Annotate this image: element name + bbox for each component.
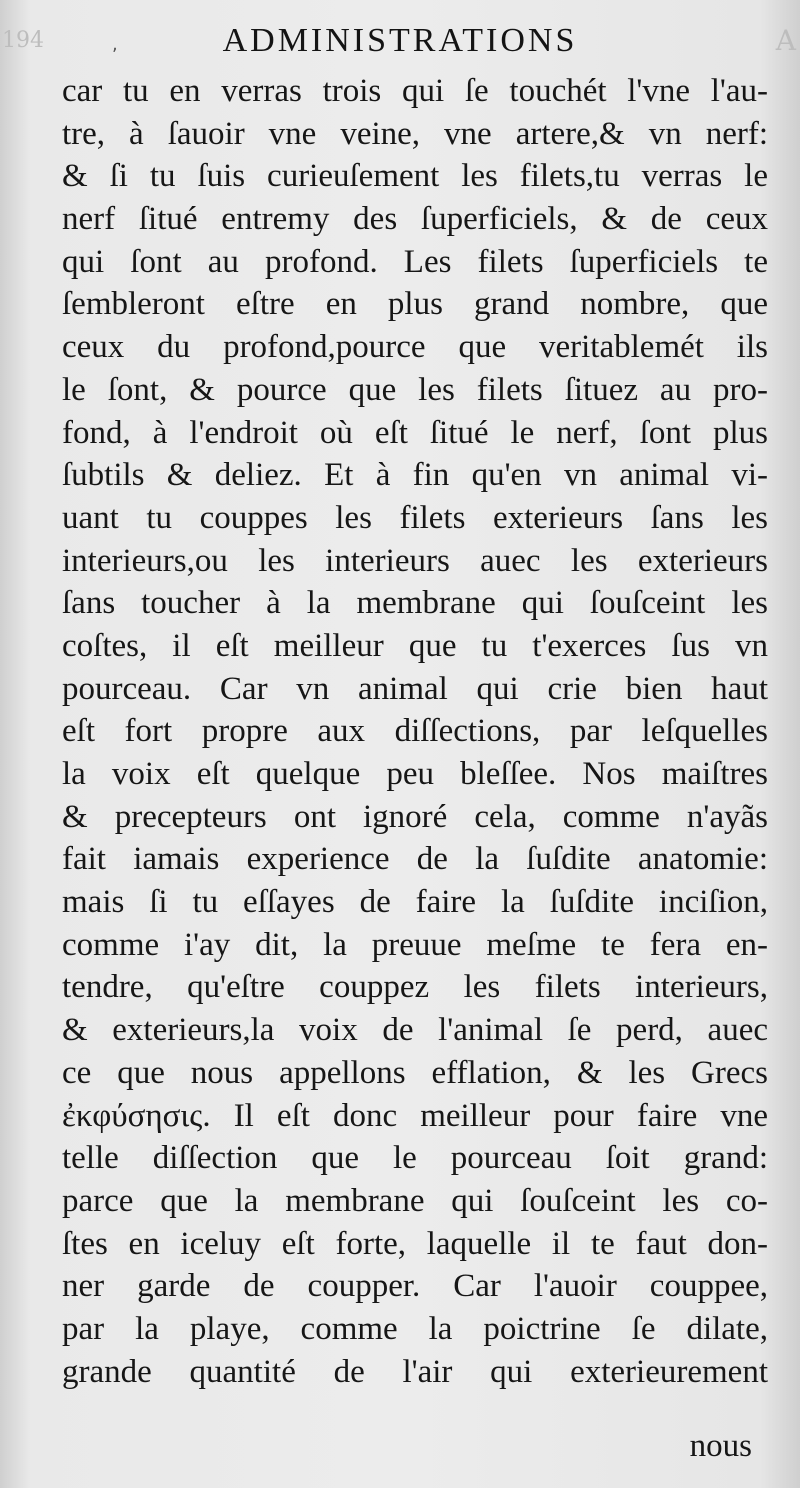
text-line: tendre, qu'eſtre couppez les filets interieurs, bbox=[62, 969, 768, 1006]
text-line: par la playe, comme la poictrine ſe dilate, bbox=[62, 1310, 768, 1347]
text-line: interieurs,ou les interieurs auec les exterieurs bbox=[62, 542, 768, 579]
text-line: ner garde de coupper. Car l'auoir couppee, bbox=[62, 1268, 768, 1305]
text-line: fait iamais experience de la ſuſdite anatomie: bbox=[62, 841, 768, 878]
body-text bbox=[62, 70, 768, 1393]
text-line: telle diſſection que le pourceau ſoit grand: bbox=[62, 1140, 768, 1177]
catchword: nous bbox=[689, 1428, 752, 1464]
text-line: le ſont, & pource que les filets ſituez au pro- bbox=[62, 371, 768, 408]
text-line: car tu en verras trois qui ſe touchét l'vne l'au- bbox=[62, 73, 768, 109]
text-line: pourceau. Car vn animal qui crie bien haut bbox=[62, 670, 768, 707]
text-line: fond, à l'endroit où eſt ſitué le nerf, ſont plus bbox=[62, 414, 768, 451]
text-line: nerf ſitué entremy des ſuperficiels, & de ceux bbox=[62, 201, 768, 238]
text-line: mais ſi tu eſſayes de faire la ſuſdite inciſion, bbox=[62, 884, 768, 921]
text-line: ſtes en iceluy eſt forte, laquelle il te faut don- bbox=[62, 1225, 768, 1262]
text-line: qui ſont au profond. Les filets ſuperficiels te bbox=[62, 243, 768, 280]
bleed-through-mark: A bbox=[775, 24, 796, 57]
text-line: parce que la membrane qui ſouſceint les co- bbox=[62, 1182, 768, 1219]
text-line: ceux du profond,pource que veritablemét ils bbox=[62, 329, 768, 366]
ornament-icon: , bbox=[112, 34, 118, 55]
text-line: & precepteurs ont ignoré cela, comme n'ayãs bbox=[62, 798, 768, 835]
text-line: & ſi tu ſuis curieuſement les filets,tu verras le bbox=[62, 158, 768, 195]
text-line: & exterieurs,la voix de l'animal ſe perd, auec bbox=[62, 1012, 768, 1049]
page-title: ADMINISTRATIONS bbox=[222, 22, 578, 59]
text-line: ce que nous appellons efflation, & les Grecs bbox=[62, 1054, 768, 1091]
text-line: coſtes, il eſt meilleur que tu t'exerces ſus vn bbox=[62, 627, 768, 664]
text-line: ἐκφύσησις. Il eſt donc meilleur pour faire vne bbox=[62, 1097, 768, 1134]
text-line: uant tu couppes les filets exterieurs ſans les bbox=[62, 499, 768, 536]
running-header bbox=[0, 22, 800, 60]
text-line: comme i'ay dit, la preuue meſme te fera en- bbox=[62, 926, 768, 963]
text-line: ſembleront eſtre en plus grand nombre, que bbox=[62, 286, 768, 323]
text-line: eſt fort propre aux diſſections, par leſquelles bbox=[62, 713, 768, 750]
text-line: la voix eſt quelque peu bleſſee. Nos maiſtres bbox=[62, 756, 768, 792]
text-line: grande quantité de l'air qui exterieurement bbox=[62, 1353, 768, 1390]
bleed-through-page-number: 194 bbox=[2, 28, 44, 53]
text-line: ſubtils & deliez. Et à fin qu'en vn animal vi- bbox=[62, 457, 768, 494]
text-line: tre, à ſauoir vne veine, vne artere,& vn nerf: bbox=[62, 115, 768, 152]
text-line: ſans toucher à la membrane qui ſouſceint les bbox=[62, 585, 768, 622]
